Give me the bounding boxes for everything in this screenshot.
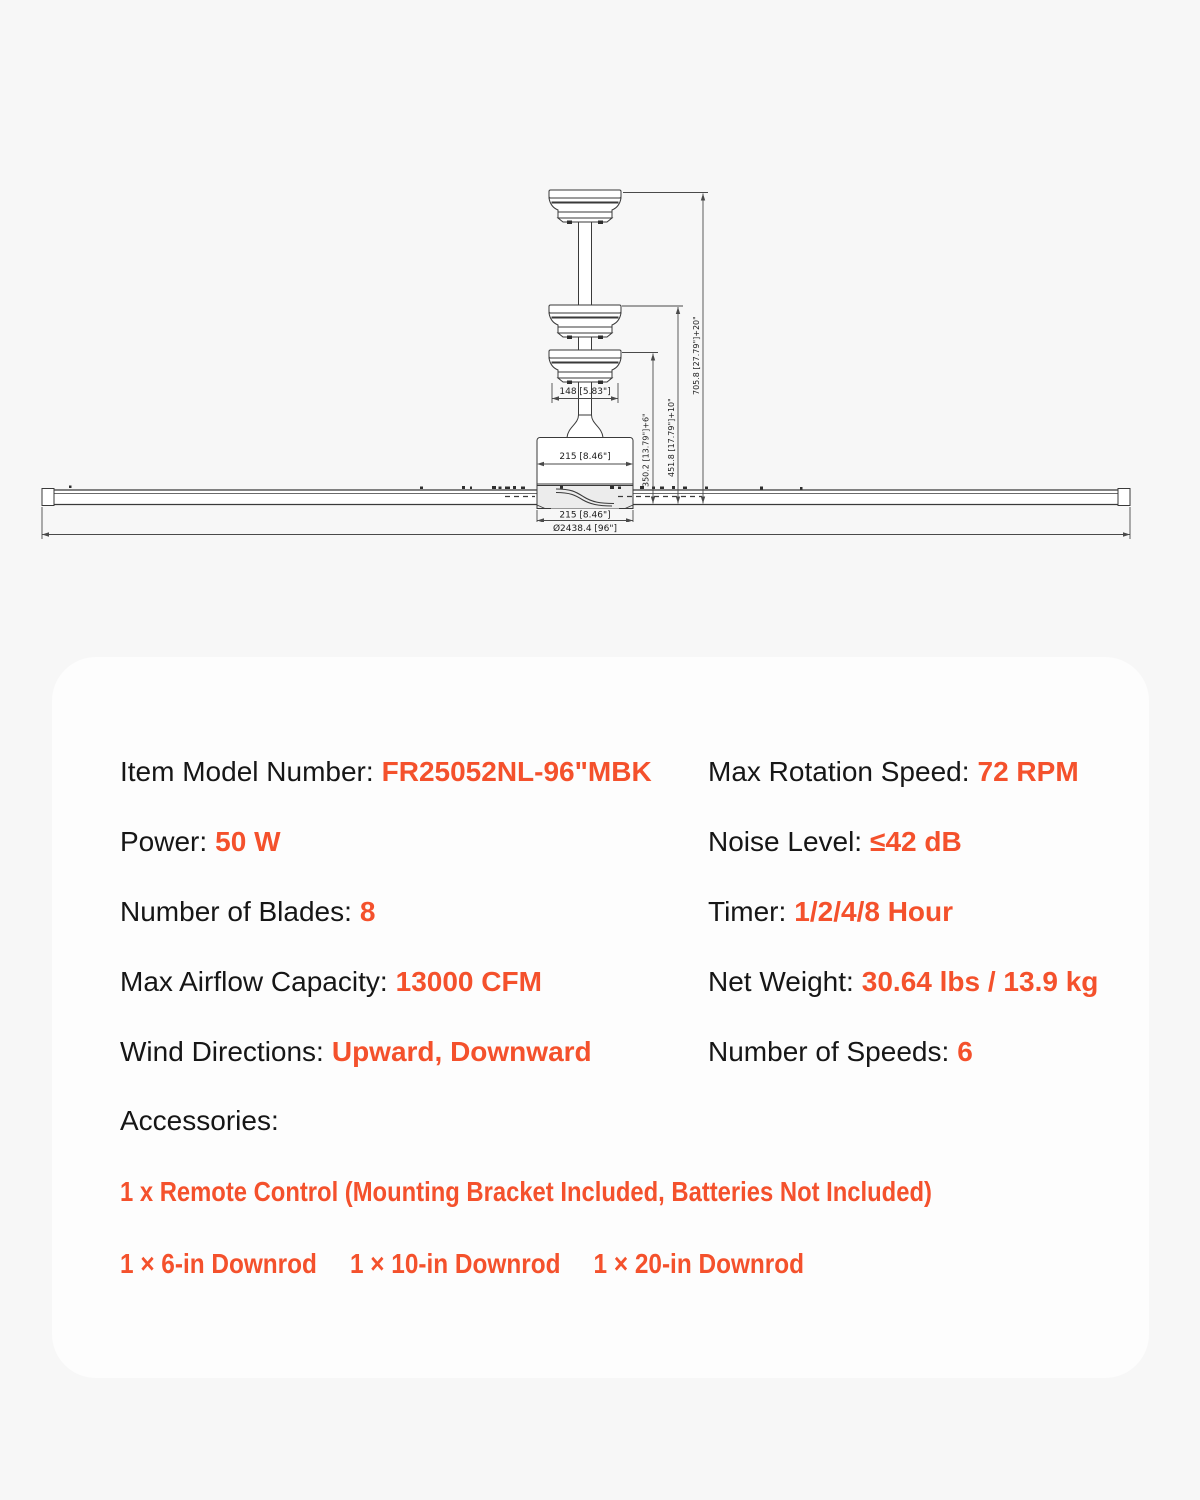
spec-label: Item Model Number: — [120, 756, 374, 787]
dim-label-height-10in: 451.8 [17.79"]+10" — [667, 398, 676, 477]
dim-label-height-6in: 350.2 [13.79"]+6" — [641, 413, 651, 487]
accessory-remote-control: 1 x Remote Control (Mounting Bracket Included, Batteries Not Included) — [120, 1176, 932, 1207]
spec-number-of-blades — [120, 894, 375, 930]
spec-value: Upward, Downward — [331, 1036, 592, 1067]
spec-label: Noise Level: — [708, 826, 863, 857]
blade-tip-cap-left — [42, 489, 54, 506]
dim-label-canopy-width: 148 [5.83"] — [559, 387, 611, 397]
spec-value: ≤42 dB — [870, 826, 962, 857]
canopy-20in-position — [549, 190, 621, 224]
spec-card — [52, 657, 1149, 1378]
spec-item-model-number — [120, 754, 652, 790]
accessories-heading: Accessories: — [120, 1105, 279, 1136]
dim-hub-width — [537, 509, 633, 525]
spec-value: 13000 CFM — [395, 966, 542, 997]
fan-dimension-diagram — [0, 0, 1200, 620]
canopy-6in-position — [549, 350, 621, 384]
spec-max-airflow — [120, 964, 542, 1000]
fan-dimension-svg — [0, 0, 1200, 620]
fan-blades — [42, 486, 1130, 509]
spec-value: 8 — [359, 896, 376, 927]
spec-label: Max Rotation Speed: — [708, 756, 970, 787]
accessory-downrod-10in: 1 × 10-in Downrod — [349, 1248, 561, 1279]
spec-value: FR25052NL-96"MBK — [381, 756, 652, 787]
spec-label: Number of Speeds: — [708, 1036, 950, 1067]
spec-label: Wind Directions: — [120, 1036, 324, 1067]
dim-label-hub-width: 215 [8.46"] — [559, 510, 611, 521]
spec-power — [120, 824, 281, 860]
spec-noise-level — [708, 824, 962, 860]
spec-label: Timer: — [708, 896, 787, 927]
spec-value: 6 — [957, 1036, 973, 1067]
spec-value: 30.64 lbs / 13.9 kg — [861, 966, 1099, 997]
dim-label-height-20in: 705.8 [27.79"]+20" — [692, 316, 701, 395]
spec-label: Number of Blades: — [120, 896, 352, 927]
spec-label: Max Airflow Capacity: — [120, 966, 388, 997]
spec-net-weight — [708, 964, 1098, 1000]
accessory-downrod-20in: 1 × 20-in Downrod — [593, 1248, 805, 1279]
spec-value: 1/2/4/8 Hour — [794, 896, 954, 927]
spec-value: 50 W — [215, 826, 281, 857]
blade-tip-cap-right — [1118, 489, 1130, 506]
spec-label: Power: — [120, 826, 208, 857]
accessory-downrod-6in: 1 × 6-in Downrod — [120, 1248, 317, 1279]
dim-height-20in — [623, 193, 708, 504]
dim-label-motor-width: 215 [8.46"] — [559, 452, 611, 462]
motor-mount-bell — [567, 415, 603, 438]
spec-label: Net Weight: — [708, 966, 854, 997]
motor-housing — [537, 438, 633, 490]
dim-label-blade-sweep: Ø2438.4 [96"] — [552, 524, 618, 534]
spec-timer — [708, 894, 953, 930]
spec-wind-directions — [120, 1034, 592, 1070]
spec-max-rotation-speed — [708, 754, 1079, 790]
accessory-downrods — [120, 1246, 906, 1282]
spec-number-of-speeds — [708, 1034, 973, 1070]
spec-value: 72 RPM — [977, 756, 1079, 787]
canopy-10in-position — [549, 305, 621, 339]
